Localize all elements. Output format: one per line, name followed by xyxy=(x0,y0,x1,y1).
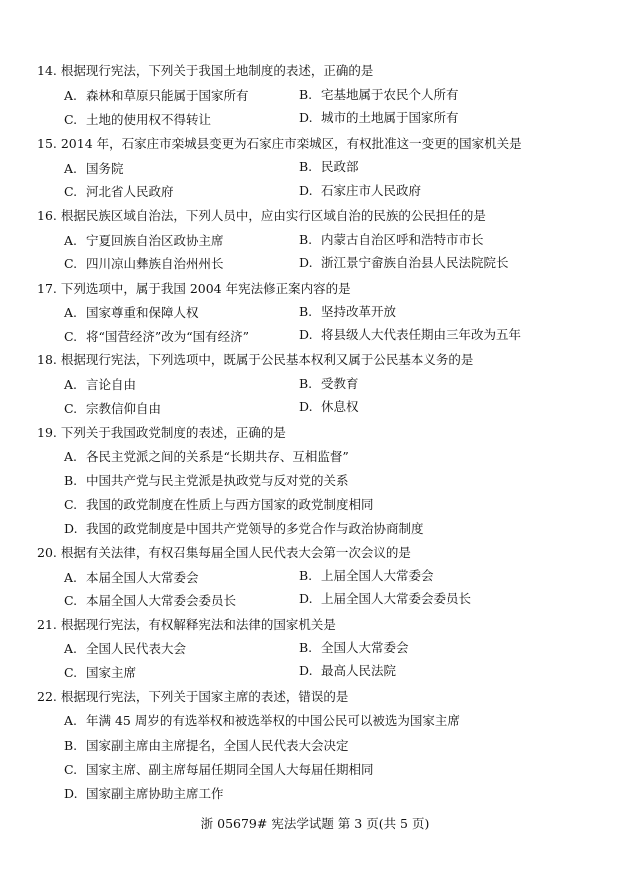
option-a xyxy=(64,233,224,249)
option-a xyxy=(64,713,460,729)
option-b xyxy=(299,232,484,248)
option-d xyxy=(299,327,521,343)
question-stem: 16. 根据民族区域自治法，下列人员中，应由实行区域自治的民族的公民担任的是 xyxy=(37,208,486,223)
option-text: 中国共产党与民主党派是执政党与反对党的关系 xyxy=(86,473,349,488)
option-text: 上届全国人大常委会委员长 xyxy=(321,591,472,606)
option-b xyxy=(299,87,459,103)
option-letter: B. xyxy=(64,473,78,488)
option-d xyxy=(299,255,509,271)
option-letter: C. xyxy=(64,497,78,512)
option-text: 全国人民代表大会 xyxy=(86,641,187,656)
option-letter: C. xyxy=(64,256,78,271)
option-c xyxy=(64,401,161,417)
option-text: 休息权 xyxy=(321,399,359,414)
option-c xyxy=(64,593,236,609)
option-d xyxy=(299,399,359,415)
option-letter: C. xyxy=(64,593,78,608)
option-text: 国家副主席由主席提名，全国人民代表大会决定 xyxy=(86,738,349,753)
option-letter: A. xyxy=(64,713,78,728)
option-text: 我国的政党制度是中国共产党领导的多党合作与政治协商制度 xyxy=(86,521,424,536)
option-c xyxy=(64,665,136,681)
option-text: 宗教信仰自由 xyxy=(86,401,162,416)
option-text: 宁夏回族自治区政协主席 xyxy=(86,233,224,248)
question-stem: 20. 根据有关法律，有权召集每届全国人民代表大会第一次会议的是 xyxy=(37,545,411,560)
option-text: 浙江景宁畲族自治县人民法院院长 xyxy=(321,255,509,270)
option-a xyxy=(64,570,199,586)
option-text: 内蒙古自治区呼和浩特市市长 xyxy=(321,232,484,247)
option-text: 四川凉山彝族自治州州长 xyxy=(86,256,224,271)
option-letter: A. xyxy=(64,449,78,464)
option-letter: D. xyxy=(299,110,313,125)
option-text: 国务院 xyxy=(86,161,124,176)
option-a xyxy=(64,161,124,177)
option-b xyxy=(299,568,434,584)
option-text: 国家主席 xyxy=(86,665,137,680)
question-stem: 18. 根据现行宪法，下列选项中，既属于公民基本权利又属于公民基本义务的是 xyxy=(37,352,474,367)
option-letter: B. xyxy=(299,232,313,247)
option-letter: A. xyxy=(64,161,78,176)
option-text: 最高人民法院 xyxy=(321,663,397,678)
option-text: 土地的使用权不得转让 xyxy=(86,112,212,127)
option-letter: D. xyxy=(64,521,78,536)
option-a xyxy=(64,449,349,465)
option-letter: C. xyxy=(64,184,78,199)
option-text: 本届全国人大常委会委员长 xyxy=(86,593,237,608)
option-a xyxy=(64,305,199,321)
option-d xyxy=(64,521,424,537)
option-text: 受教育 xyxy=(321,376,359,391)
option-letter: B. xyxy=(299,304,313,319)
question-stem: 21. 根据现行宪法，有权解释宪法和法律的国家机关是 xyxy=(37,617,336,632)
option-text: 年满 45 周岁的有选举权和被选举权的中国公民可以被选为国家主席 xyxy=(86,713,460,728)
option-text: 国家副主席协助主席工作 xyxy=(86,786,224,801)
option-text: 上届全国人大常委会 xyxy=(321,568,434,583)
option-text: 河北省人民政府 xyxy=(86,184,174,199)
option-b xyxy=(299,159,359,175)
option-text: 民政部 xyxy=(321,159,359,174)
option-letter: B. xyxy=(299,376,313,391)
option-text: 将县级人大代表任期由三年改为五年 xyxy=(321,327,522,342)
option-letter: B. xyxy=(299,159,313,174)
option-letter: D. xyxy=(299,255,313,270)
option-letter: D. xyxy=(299,399,313,414)
option-a xyxy=(64,641,186,657)
option-letter: D. xyxy=(299,663,313,678)
question-stem: 15. 2014 年，石家庄市栾城县变更为石家庄市栾城区，有权批准这一变更的国家机关是 xyxy=(37,136,522,151)
option-text: 本届全国人大常委会 xyxy=(86,570,199,585)
option-text: 石家庄市人民政府 xyxy=(321,183,422,198)
option-text: 将“国营经济”改为“国有经济” xyxy=(86,329,250,344)
option-text: 国家主席、副主席每届任期同全国人大每届任期相同 xyxy=(86,762,374,777)
option-d xyxy=(299,663,396,679)
option-text: 城市的土地属于国家所有 xyxy=(321,110,459,125)
option-c xyxy=(64,184,174,200)
option-b xyxy=(64,738,349,754)
option-text: 坚持改革开放 xyxy=(321,304,397,319)
option-text: 宅基地属于农民个人所有 xyxy=(321,87,459,102)
option-c xyxy=(64,112,211,128)
option-letter: A. xyxy=(64,88,78,103)
option-letter: C. xyxy=(64,762,78,777)
option-letter: D. xyxy=(299,183,313,198)
option-text: 国家尊重和保障人权 xyxy=(86,305,199,320)
option-letter: A. xyxy=(64,570,78,585)
option-letter: B. xyxy=(64,738,78,753)
option-c xyxy=(64,497,374,513)
question-stem: 14. 根据现行宪法，下列关于我国土地制度的表述，正确的是 xyxy=(37,63,374,78)
option-letter: C. xyxy=(64,112,78,127)
option-c xyxy=(64,256,224,272)
option-letter: A. xyxy=(64,305,78,320)
option-a xyxy=(64,377,136,393)
option-letter: B. xyxy=(299,640,313,655)
option-letter: A. xyxy=(64,641,78,656)
option-c xyxy=(64,762,374,778)
option-letter: D. xyxy=(64,786,78,801)
option-letter: C. xyxy=(64,401,78,416)
option-text: 言论自由 xyxy=(86,377,137,392)
question-stem: 22. 根据现行宪法，下列关于国家主席的表述，错误的是 xyxy=(37,689,349,704)
option-c xyxy=(64,329,249,345)
question-stem: 17. 下列选项中，属于我国 2004 年宪法修正案内容的是 xyxy=(37,281,351,296)
option-letter: A. xyxy=(64,377,78,392)
option-letter: D. xyxy=(299,591,313,606)
option-d xyxy=(299,110,459,126)
option-letter: D. xyxy=(299,327,313,342)
option-b xyxy=(299,376,359,392)
page-footer: 浙 05679# 宪法学试题 第 3 页(共 5 页) xyxy=(200,816,430,831)
option-b xyxy=(64,473,349,489)
option-letter: B. xyxy=(299,568,313,583)
option-letter: C. xyxy=(64,665,78,680)
option-a xyxy=(64,88,249,104)
option-letter: A. xyxy=(64,233,78,248)
option-letter: C. xyxy=(64,329,78,344)
option-text: 全国人大常委会 xyxy=(321,640,409,655)
option-text: 各民主党派之间的关系是“长期共存、互相监督” xyxy=(86,449,349,464)
option-text: 森林和草原只能属于国家所有 xyxy=(86,88,249,103)
option-d xyxy=(299,591,471,607)
option-text: 我国的政党制度在性质上与西方国家的政党制度相同 xyxy=(86,497,374,512)
option-d xyxy=(299,183,421,199)
option-d xyxy=(64,786,224,802)
option-b xyxy=(299,640,409,656)
option-letter: B. xyxy=(299,87,313,102)
option-b xyxy=(299,304,396,320)
question-stem: 19. 下列关于我国政党制度的表述，正确的是 xyxy=(37,425,286,440)
